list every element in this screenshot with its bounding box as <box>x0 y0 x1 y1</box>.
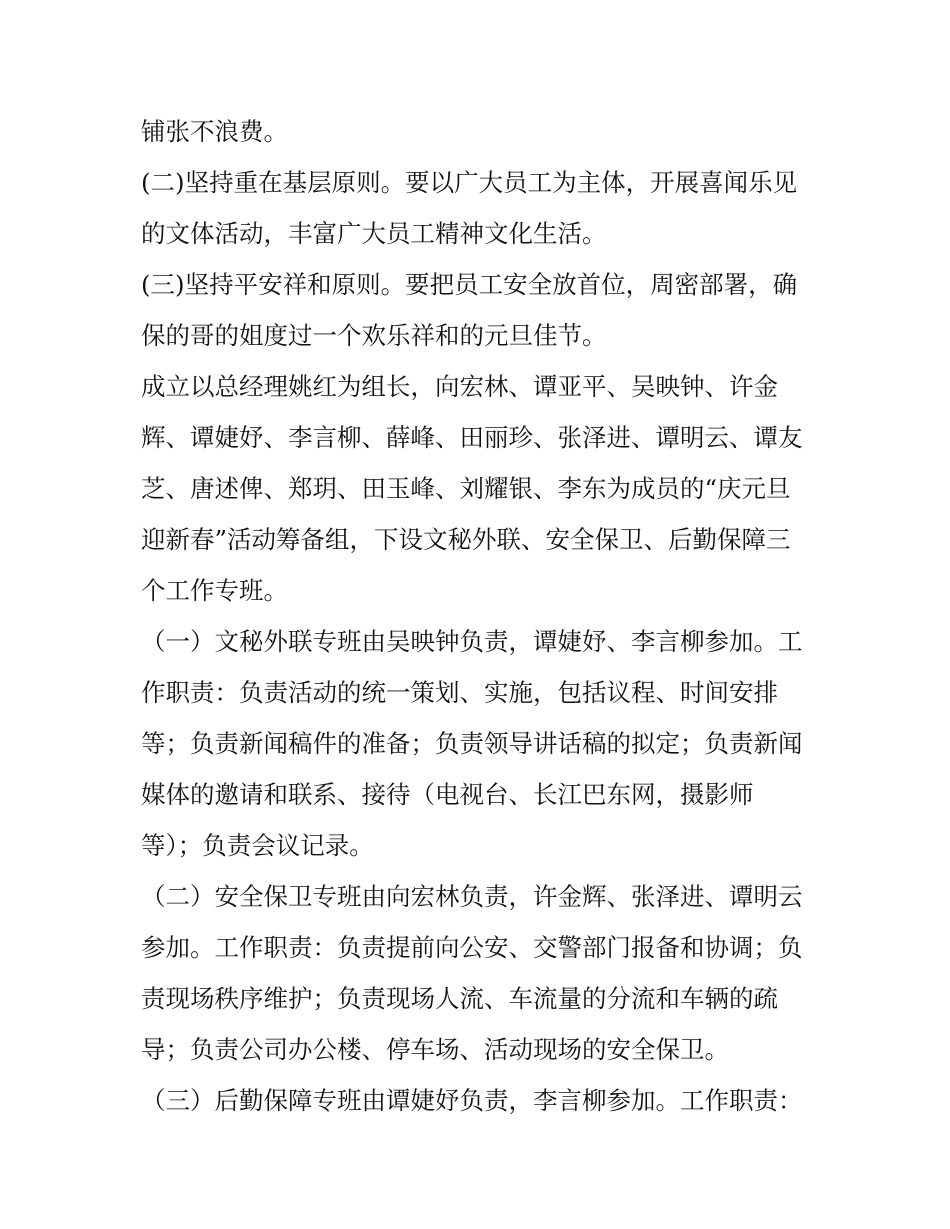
text-line: 等）；负责会议记录。 <box>141 831 374 860</box>
text-line: （二）安全保卫专班由向宏林负责，许金辉、张泽进、谭明云 <box>141 882 803 911</box>
text-line: 的文体活动，丰富广大员工精神文化生活。 <box>141 219 607 248</box>
text-line: 责现场秩序维护；负责现场人流、车流量的分流和车辆的疏 <box>141 984 778 1013</box>
text-line: 铺张不浪费。 <box>141 117 288 146</box>
text-line: (二)坚持重在基层原则。要以广大员工为主体，开展喜闻乐见 <box>141 168 798 197</box>
text-line: 成立以总经理姚红为组长，向宏林、谭亚平、吴映钟、许金 <box>141 372 778 401</box>
text-line: 个工作专班。 <box>141 576 288 605</box>
text-line: 等；负责新闻稿件的准备；负责领导讲话稿的拟定；负责新闻 <box>141 729 803 758</box>
document-body <box>141 106 816 1126</box>
text-line: （一）文秘外联专班由吴映钟负责，谭婕妤、李言柳参加。工 <box>141 627 803 656</box>
text-line: （三）后勤保障专班由谭婕妤负责，李言柳参加。工作职责： <box>141 1086 803 1115</box>
text-line: 辉、谭婕妤、李言柳、薛峰、田丽珍、张泽进、谭明云、谭友 <box>141 423 803 452</box>
text-line: 媒体的邀请和联系、接待（电视台、长江巴东网，摄影师 <box>141 780 754 809</box>
text-line: 作职责：负责活动的统一策划、实施，包括议程、时间安排 <box>141 678 778 707</box>
text-line: 保的哥的姐度过一个欢乐祥和的元旦佳节。 <box>141 321 607 350</box>
text-line: (三)坚持平安祥和原则。要把员工安全放首位，周密部署，确 <box>141 270 798 299</box>
text-line: 迎新春”活动筹备组，下设文秘外联、安全保卫、后勤保障三 <box>141 525 791 554</box>
text-line: 导；负责公司办公楼、停车场、活动现场的安全保卫。 <box>141 1035 729 1064</box>
text-line: 芝、唐述俾、郑玥、田玉峰、刘耀银、李东为成员的“庆元旦 <box>141 474 791 503</box>
text-line: 参加。工作职责：负责提前向公安、交警部门报备和协调；负 <box>141 933 803 962</box>
